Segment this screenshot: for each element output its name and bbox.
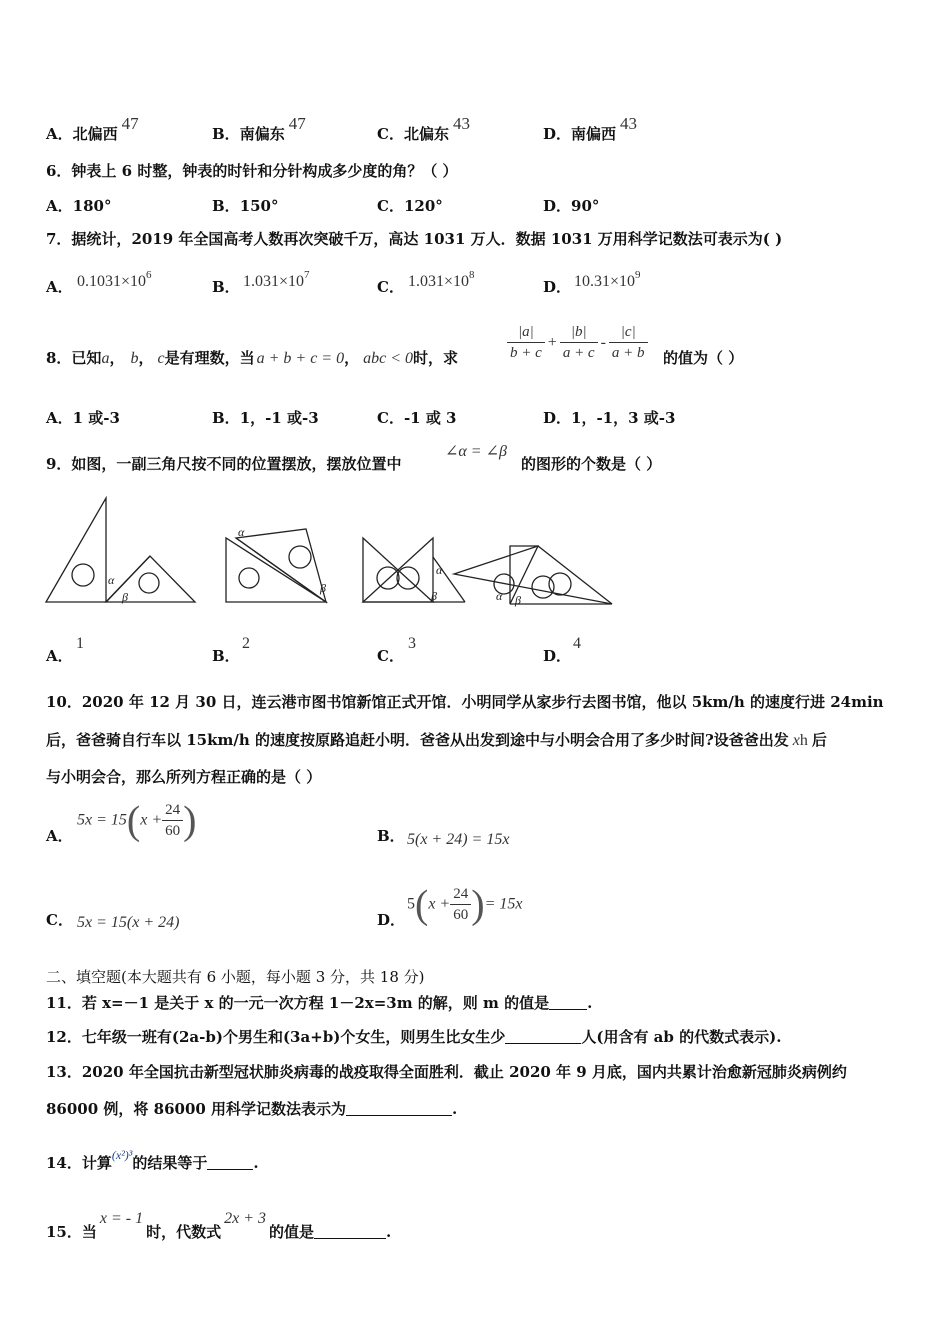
q8-stem-1: 8．已知a， b， c是有理数，当 a + b + c = 0， abc < 0时，求 xyxy=(46,349,459,367)
q9-option-d-label: D． xyxy=(543,647,572,665)
q15-blank xyxy=(314,1224,386,1239)
q10-line-3: 与小明会合，那么所列方程正确的是（ ） xyxy=(46,768,322,786)
q10-option-b-label: B． xyxy=(377,827,405,845)
q6-option-d: D．90° xyxy=(543,197,600,215)
q8-fraction-3: $\frac{|c|}{a + b}$ xyxy=(609,322,648,363)
q8-stem-2: 的值为（ ） xyxy=(663,349,744,367)
q8-option-a: A．1 或-3 xyxy=(46,409,120,427)
q5-option-d: D．南偏西43 xyxy=(543,114,638,143)
q9-fig3-alpha: α xyxy=(436,563,443,577)
q7-option-b-label: B． xyxy=(212,278,240,296)
q9-fig3-beta: β xyxy=(431,589,437,603)
q9-fig4-alpha: α xyxy=(496,589,503,603)
q9-stem-1: 9．如图，一副三角尺按不同的位置摆放，摆放位置中 xyxy=(46,455,402,473)
q7-option-c-label: C． xyxy=(377,278,404,296)
q10-option-d-label: D． xyxy=(377,911,406,929)
q6-option-c: C．120° xyxy=(377,197,443,215)
q9-option-c-label: C． xyxy=(377,647,404,665)
q9-fig1-alpha: α xyxy=(108,573,115,587)
q7-option-d-label: D． xyxy=(543,278,572,296)
q7-stem: 7．据统计，2019 年全国高考人数再次突破千万，高达 1031 万人．数据 1031 万用科学记数法可表示为( ) xyxy=(46,230,783,248)
q9-fig4-beta: β xyxy=(515,593,521,607)
q10-line-2: 后，爸爸骑自行车以 15km/h 的速度按原路追赶小明．爸爸从出发到途中与小明会合用了多少时间?设爸爸出发 xh 后 xyxy=(46,731,827,749)
q9-fig1-beta: β xyxy=(122,590,128,604)
q9-stem-2: 的图形的个数是（ ） xyxy=(521,455,662,473)
q8-fraction-2: $\frac{|b|}{a + c}$ xyxy=(560,322,598,363)
q5-option-c: C．北偏东43 xyxy=(377,114,470,143)
q12: 12．七年级一班有(2a-b)个男生和(3a+b)个女生，则男生比女生少 人(用含有 ab 的代数式表示). xyxy=(46,1028,782,1046)
q11-blank xyxy=(549,995,587,1010)
q8-option-d: D．1，-1，3 或-3 xyxy=(543,409,676,427)
q14-blank xyxy=(207,1155,253,1170)
q9-figure-2 xyxy=(226,525,326,602)
q10-option-a-expr: 5x = 15(x + $\frac{24}{60}$ ) xyxy=(77,797,197,843)
q7-option-a-label: A． xyxy=(46,278,73,296)
q13-blank xyxy=(346,1101,452,1116)
q8-expression: $\frac{|a|}{b + c}$ + $\frac{|b|}{a + c}$ - $\frac{|c|}{a + b}$ xyxy=(507,322,648,363)
q9-figures xyxy=(40,492,620,612)
q9-fig2-beta: β xyxy=(320,581,326,595)
q9-angle-expr: ∠α = ∠β xyxy=(445,443,507,460)
q6-option-a: A．180° xyxy=(46,197,112,215)
q7-option-c-expr: $1.031\times 10^8$ xyxy=(408,269,475,290)
q9-option-a-value: 1 xyxy=(76,635,84,652)
q8-option-c: C．-1 或 3 xyxy=(377,409,457,427)
q10-option-c-expr: 5x = 15(x + 24) xyxy=(77,914,180,931)
q6-stem: 6．钟表上 6 时整，钟表的时针和分针构成多少度的角？（ ） xyxy=(46,162,458,180)
q5-option-b: B．南偏东47 xyxy=(212,114,306,143)
q10-line-1: 10．2020 年 12 月 30 日，连云港市图书馆新馆正式开馆．小明同学从家步行去图书馆，他以 5km/h 的速度行进 24min xyxy=(46,693,884,711)
q9-option-b-value: 2 xyxy=(242,635,250,652)
q7-option-b-expr: $1.031\times 10^7$ xyxy=(243,269,310,290)
q7-option-d-expr: $10.31\times 10^9$ xyxy=(574,269,641,290)
q9-figure-1 xyxy=(46,498,195,604)
q15: 15．当x = - 1时，代数式2x + 3的值是 . xyxy=(46,1210,392,1241)
q8-fraction-1: $\frac{|a|}{b + c}$ xyxy=(507,322,545,363)
q14: 14．计算$^{(x^2)^3}$的结果等于 . xyxy=(46,1148,259,1172)
q10-option-d-expr: 5(x + $\frac{24}{60}$ )= 15x xyxy=(407,881,523,927)
q9-option-c-value: 3 xyxy=(408,635,416,652)
q9-fig2-alpha: α xyxy=(238,525,245,539)
q9-option-a-label: A． xyxy=(46,647,73,665)
q10-option-a-label: A． xyxy=(46,827,73,845)
q10-option-b-expr: 5(x + 24) = 15x xyxy=(407,831,510,848)
q9-figure-3 xyxy=(363,538,465,603)
q12-blank xyxy=(505,1029,581,1044)
q5-option-a: A．北偏西47 xyxy=(46,114,139,143)
q8-option-b: B．1，-1 或-3 xyxy=(212,409,319,427)
q9-option-d-value: 4 xyxy=(573,635,581,652)
q13-line-1: 13．2020 年全国抗击新型冠状肺炎病毒的战疫取得全面胜利．截止 2020 年 9 月底，国内共累计治愈新冠肺炎病例约 xyxy=(46,1063,847,1081)
q9-option-b-label: B． xyxy=(212,647,240,665)
q13-line-2: 86000 例，将 86000 用科学记数法表示为 . xyxy=(46,1100,458,1118)
section2-heading: 二、填空题(本大题共有 6 小题，每小题 3 分，共 18 分) xyxy=(46,968,425,986)
q10-option-c-label: C． xyxy=(46,911,73,929)
q9-figure-4 xyxy=(454,546,612,607)
q6-option-b: B．150° xyxy=(212,197,279,215)
q7-option-a-expr: $0.1031\times 10^6$ xyxy=(77,269,152,290)
q11: 11．若 x=－1 是关于 x 的一元一次方程 1－2x=3m 的解，则 m 的值是 . xyxy=(46,994,593,1012)
